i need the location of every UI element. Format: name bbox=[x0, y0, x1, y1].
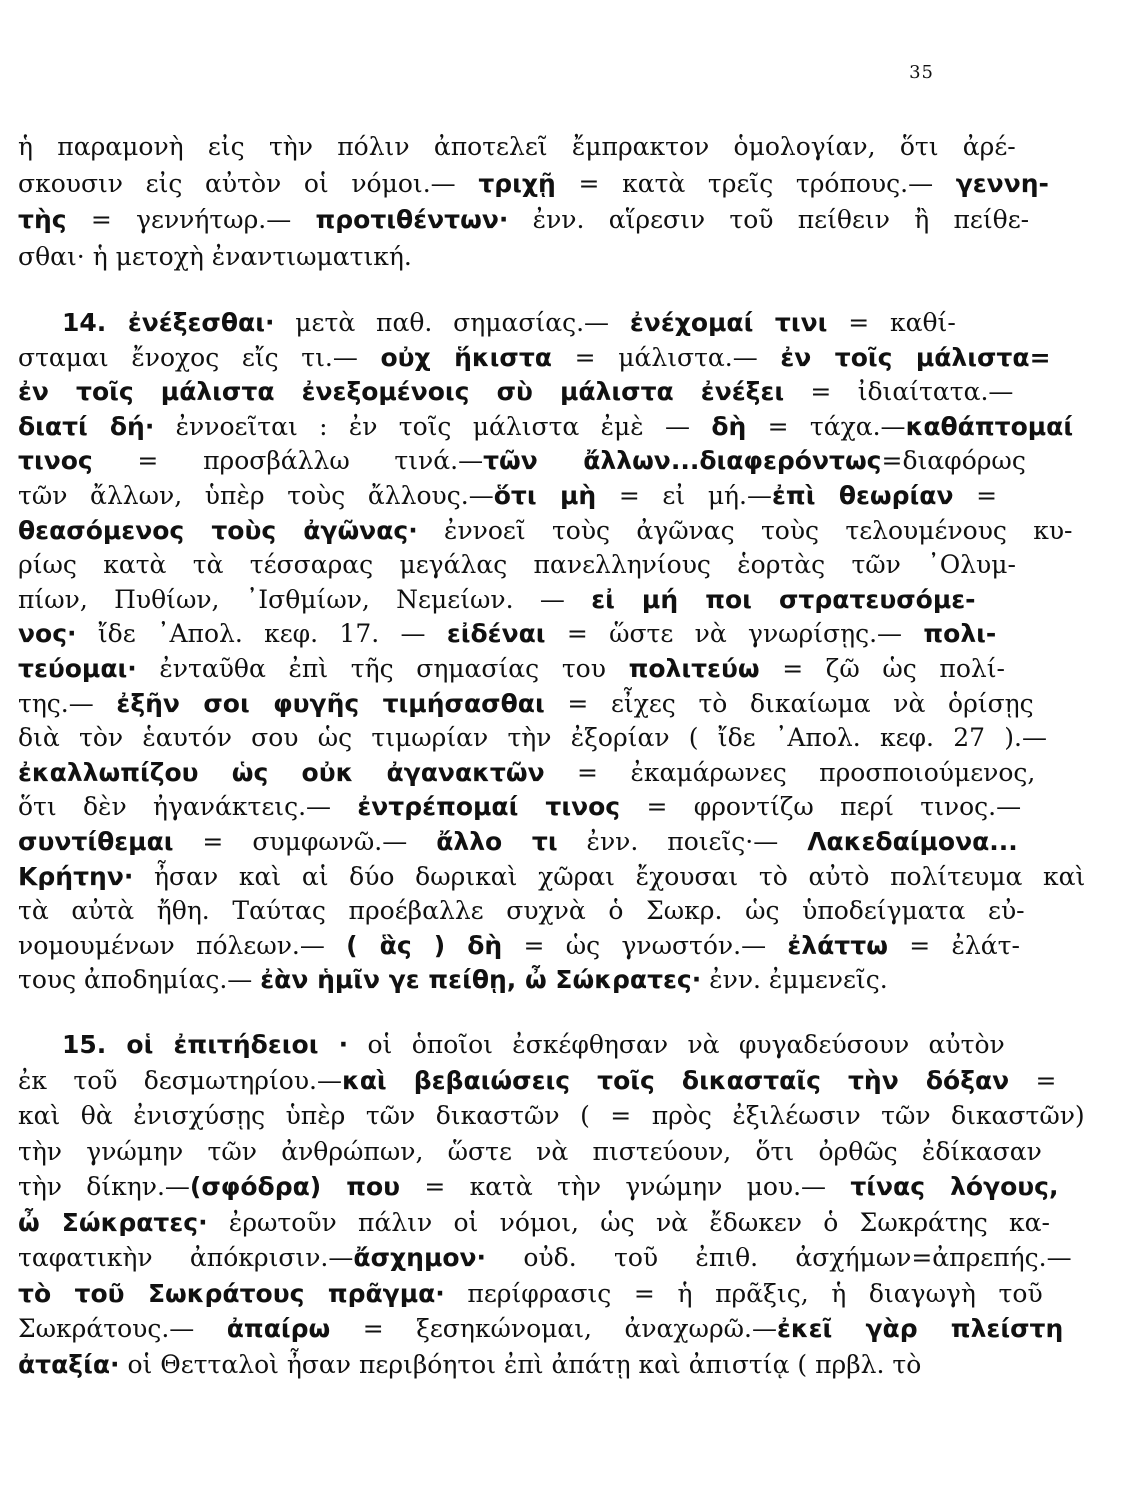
text-line bbox=[18, 1168, 1059, 1206]
bold-lemma: ἄσχημον· bbox=[353, 1243, 487, 1272]
gloss-text: ἐρωτοῦν πάλιν οἱ νόμοι, ὡς νὰ ἔδωκεν ὁ Σωκράτης κα- bbox=[207, 1207, 1050, 1237]
bold-lemma: τὸ τοῦ Σωκράτους πρᾶγμα· bbox=[18, 1278, 445, 1308]
text-line bbox=[18, 788, 1022, 826]
bold-lemma: τινος bbox=[18, 446, 93, 476]
bold-lemma: ὅτι μὴ bbox=[493, 481, 597, 510]
bold-lemma: τριχῇ bbox=[478, 168, 556, 198]
bold-lemma: θεασόμενος τοὺς ἀγῶνας· bbox=[18, 515, 418, 545]
gloss-text: = εἶχες τὸ δικαίωμα νὰ ὁρίσῃς bbox=[544, 688, 1034, 718]
gloss-text: περίφρασις = ἡ πρᾶξις, ἡ διαγωγὴ τοῦ bbox=[444, 1278, 1043, 1308]
gloss-text: = ἐλάτ- bbox=[887, 930, 1020, 960]
bold-lemma: ἐξῆν σοι φυγῆς τιμήσασθαι bbox=[116, 688, 545, 718]
bold-lemma: ἐὰν ἡμῖν γε πείθῃ, ὦ Σώκρατες· bbox=[260, 965, 702, 995]
gloss-text: = bbox=[953, 481, 998, 510]
bold-lemma: (σφόδρα) που bbox=[189, 1172, 401, 1201]
text-line bbox=[18, 442, 1026, 480]
text-line bbox=[18, 685, 1034, 723]
gloss-text: οἱ Θετταλοὶ ἦσαν περιβόητοι ἐπὶ ἀπάτῃ καὶ ἀπιστίᾳ ( πρβλ. τὸ bbox=[119, 1349, 922, 1379]
text-line bbox=[18, 961, 938, 999]
bold-lemma: εἰ μή ποι στρατευσόμε- bbox=[591, 584, 976, 614]
gloss-text: = συμφωνῶ.— bbox=[173, 827, 437, 856]
text-line bbox=[18, 1204, 1050, 1242]
bold-lemma: νος· bbox=[18, 619, 77, 649]
gloss-text: = τάχα.— bbox=[746, 411, 906, 441]
text-line bbox=[18, 1275, 1043, 1313]
gloss-text: τὴν γνώμην τῶν ἀνθρώπων, ὥστε νὰ πιστεύουν, ὅτι ὀρθῶς ἐδίκασαν bbox=[18, 1136, 1042, 1166]
gloss-text: ἐνν. ἐμμενεῖς. bbox=[701, 965, 888, 995]
bold-lemma: ἐπὶ θεωρίαν bbox=[772, 481, 954, 510]
text-line bbox=[18, 373, 1014, 411]
gloss-text: σθαι· ἡ μετοχὴ ἐναντιωματική. bbox=[18, 241, 412, 271]
gloss-text: διὰ τὸν ἑαυτόν σου ὡς τιμωρίαν τὴν ἐξορίαν ( ἴδε ᾿Απολ. κεφ. 27 ).— bbox=[18, 723, 1047, 753]
gloss-text: ταφατικὴν ἀπόκρισιν.— bbox=[18, 1243, 354, 1272]
bold-lemma: τῶν ἄλλων...διαφερόντως bbox=[483, 446, 882, 476]
gloss-text: τῶν ἄλλων, ὑπὲρ τοὺς ἄλλους.— bbox=[18, 481, 494, 510]
bold-lemma: ἐλάττω bbox=[787, 930, 888, 960]
bold-lemma: πολιτεύω bbox=[628, 654, 760, 683]
text-line bbox=[18, 615, 997, 653]
gloss-text: οὐδ. τοῦ ἐπιθ. ἀσχήμων=ἀπρεπής.— bbox=[486, 1243, 1072, 1272]
text-line bbox=[18, 1239, 1072, 1277]
text-line bbox=[18, 201, 1030, 239]
gloss-text: ὅτι δὲν ἠγανάκτεις.— bbox=[18, 792, 358, 822]
bold-lemma: ἄλλο τι bbox=[436, 827, 558, 856]
gloss-text: = καθί- bbox=[827, 308, 956, 337]
bold-lemma: ἀταξία· bbox=[18, 1349, 120, 1379]
text-line bbox=[18, 1097, 1085, 1135]
gloss-text: = γεννήτωρ.— bbox=[66, 205, 316, 234]
gloss-text: καὶ θὰ ἐνισχύσῃς ὑπὲρ τῶν δικαστῶν ( = πρὸς ἐξιλέωσιν τῶν δικαστῶν) bbox=[18, 1101, 1085, 1130]
text-line bbox=[18, 1062, 1057, 1100]
gloss-text: τους ἀποδημίας.— bbox=[18, 965, 261, 995]
bold-lemma: καθάπτομαί bbox=[905, 411, 1074, 441]
text-line bbox=[62, 1026, 1005, 1064]
text-line bbox=[18, 927, 1020, 965]
gloss-text: τὰ αὐτὰ ἤθη. Ταύτας προέβαλλε συχνὰ ὁ Σωκρ. ὡς ὑποδείγματα εὐ- bbox=[18, 896, 1025, 926]
gloss-text: ἴδε ᾿Απολ. κεφ. 17. — bbox=[76, 619, 447, 649]
bold-lemma: τεύομαι· bbox=[18, 654, 137, 683]
text-line bbox=[18, 408, 1074, 446]
bold-lemma: Λακεδαίμονα... bbox=[807, 827, 1018, 856]
bold-lemma: ὦ Σώκρατες· bbox=[18, 1207, 208, 1237]
gloss-text: ρίως κατὰ τὰ τέσσαρας μεγάλας πανελληνίους ἑορτὰς τῶν ᾿Ολυμ- bbox=[18, 550, 1016, 580]
gloss-text: της.— bbox=[18, 688, 117, 718]
text-line bbox=[18, 719, 1047, 757]
bold-lemma: πολι- bbox=[923, 619, 997, 649]
bold-lemma: ἐκαλλωπίζου ὡς οὐκ ἀγανακτῶν bbox=[18, 757, 545, 787]
gloss-text: = κατὰ τρεῖς τρόπους.— bbox=[555, 168, 956, 198]
bold-lemma: εἰδέναι bbox=[446, 619, 546, 649]
bold-lemma: ἐντρέπομαί τινος bbox=[357, 792, 621, 822]
bold-lemma: ἀπαίρω bbox=[226, 1314, 331, 1343]
text-line bbox=[18, 892, 1025, 930]
bold-lemma: 15. οἱ ἐπιτήδειοι · bbox=[62, 1030, 349, 1059]
bold-lemma: καὶ βεβαιώσεις τοῖς δικασταῖς τὴν δόξαν bbox=[341, 1065, 1010, 1095]
gloss-text: ἐνταῦθα ἐπὶ τῆς σημασίας του bbox=[136, 654, 629, 683]
gloss-text: = μάλιστα.— bbox=[552, 342, 781, 372]
text-line bbox=[18, 165, 1049, 203]
text-line bbox=[62, 304, 982, 342]
gloss-text: ἐνν. αἵρεσιν τοῦ πείθειν ἢ πείθε- bbox=[508, 205, 1030, 234]
gloss-text: τὴν δίκην.— bbox=[18, 1172, 190, 1201]
gloss-text: = κατὰ τὴν γνώμην μου.— bbox=[400, 1172, 851, 1201]
text-line bbox=[18, 546, 1016, 584]
gloss-text: πίων, Πυθίων, ᾿Ισθμίων, Νεμείων. — bbox=[18, 584, 592, 614]
text-line bbox=[18, 128, 1016, 166]
gloss-text: =διαφόρως bbox=[881, 446, 1026, 476]
gloss-text: νομουμένων πόλεων.— bbox=[18, 930, 347, 960]
page-number: 35 bbox=[909, 62, 934, 83]
text-line bbox=[18, 823, 1018, 861]
gloss-text: ἦσαν καὶ αἱ δύο δωρικαὶ χῶραι ἔχουσαι τὸ αὐτὸ πολίτευμα καὶ bbox=[133, 861, 1086, 891]
bold-lemma: ἐνέχομαί τινι bbox=[629, 308, 828, 337]
bold-lemma: τὴς bbox=[18, 205, 67, 234]
bold-lemma: οὐχ ἥκιστα bbox=[380, 342, 552, 372]
text-line bbox=[18, 1310, 1064, 1348]
bold-lemma: ἐν τοῖς μάλιστα= bbox=[780, 342, 1051, 372]
gloss-text: = bbox=[1009, 1065, 1057, 1095]
gloss-text: οἱ ὁποῖοι ἐσκέφθησαν νὰ φυγαδεύσουν αὐτὸν bbox=[348, 1030, 1005, 1059]
bold-lemma: προτιθέντων· bbox=[315, 205, 509, 234]
gloss-text: = φροντίζω περί τινος.— bbox=[620, 792, 1022, 822]
gloss-text: = ἰδιαίτατα.— bbox=[784, 377, 1014, 407]
bold-lemma: 14. ἐνέξεσθαι· bbox=[62, 308, 275, 337]
text-line bbox=[18, 581, 976, 619]
gloss-text: σταμαι ἔνοχος εἴς τι.— bbox=[18, 342, 381, 372]
bold-lemma: ἐν τοῖς μάλιστα ἐνεξομένοις σὺ μάλιστα ἐνέξει bbox=[18, 377, 785, 407]
bold-lemma: τίνας λόγους, bbox=[850, 1172, 1059, 1201]
text-line bbox=[18, 1346, 938, 1384]
text-line bbox=[18, 477, 998, 515]
bold-lemma: δὴ bbox=[711, 411, 747, 441]
gloss-text: ἡ παραμονὴ εἰς τὴν πόλιν ἀποτελεῖ ἔμπρακτον ὁμολογίαν, ὅτι ἀρέ- bbox=[18, 132, 1016, 161]
gloss-text: Σωκράτους.— bbox=[18, 1314, 227, 1343]
bold-lemma: συντίθεμαι bbox=[18, 827, 174, 856]
gloss-text: = προσβάλλω τινά.— bbox=[92, 446, 484, 476]
bold-lemma: ( ἃς ) δὴ bbox=[346, 930, 503, 960]
gloss-text: ἐκ τοῦ δεσμωτηρίου.— bbox=[18, 1065, 342, 1095]
gloss-text: ἐννοεῖται : ἐν τοῖς μάλιστα ἐμὲ — bbox=[154, 411, 712, 441]
gloss-text: μετὰ παθ. σημασίας.— bbox=[274, 308, 630, 337]
text-line bbox=[18, 754, 1036, 792]
text-line bbox=[18, 339, 1051, 377]
gloss-text: σκουσιν εἰς αὐτὸν οἱ νόμοι.— bbox=[18, 168, 479, 198]
text-line bbox=[18, 238, 938, 276]
text-line bbox=[18, 512, 1073, 550]
gloss-text: = ξεσηκώνομαι, ἀναχωρῶ.— bbox=[330, 1314, 777, 1343]
gloss-text: = ζῶ ὡς πολί- bbox=[759, 654, 1005, 683]
bold-lemma: διατί δή· bbox=[18, 411, 155, 441]
gloss-text: = εἰ μή.— bbox=[596, 481, 772, 510]
bold-lemma: Κρήτην· bbox=[18, 861, 134, 891]
gloss-text: = ὡς γνωστόν.— bbox=[502, 930, 788, 960]
gloss-text: = ἐκαμάρωνες προσποιούμενος, bbox=[544, 757, 1036, 787]
text-line bbox=[18, 858, 1086, 896]
gloss-text: ἐννοεῖ τοὺς ἀγῶνας τοὺς τελουμένους κυ- bbox=[417, 515, 1073, 545]
text-line bbox=[18, 1133, 1042, 1171]
bold-lemma: γεννη- bbox=[955, 168, 1049, 198]
gloss-text: ἐνν. ποιεῖς·— bbox=[557, 827, 808, 856]
bold-lemma: ἐκεῖ γὰρ πλείστη bbox=[776, 1314, 1064, 1343]
text-line bbox=[18, 650, 1005, 688]
gloss-text: = ὥστε νὰ γνωρίσῃς.— bbox=[545, 619, 924, 649]
